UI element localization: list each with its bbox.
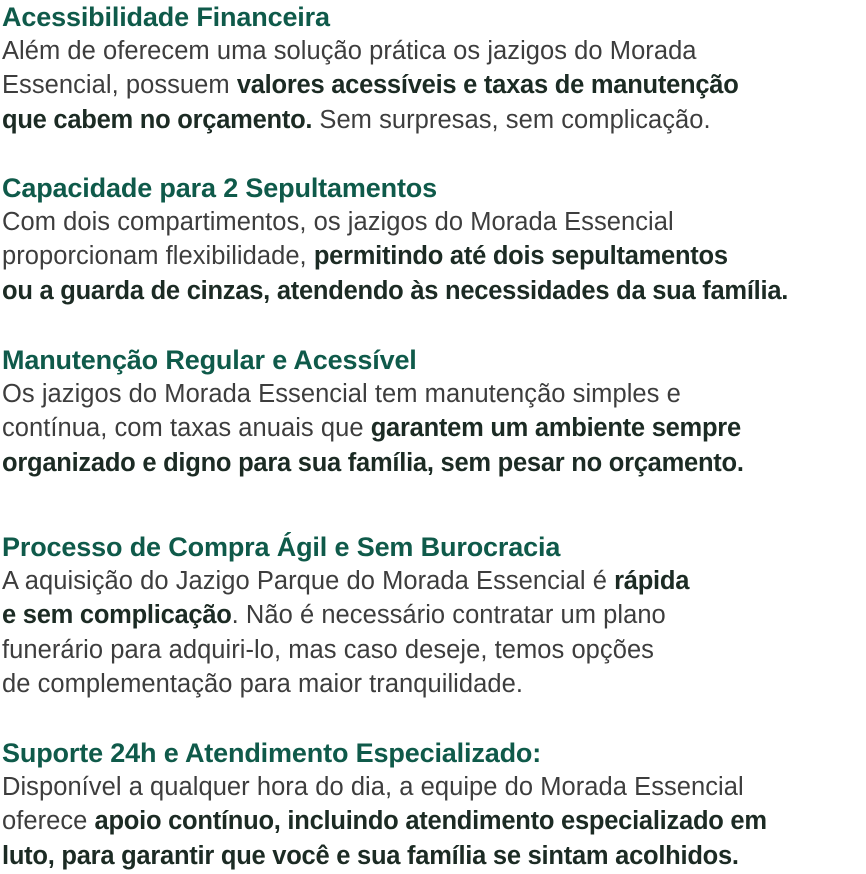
body-line [2,804,866,838]
body-text: proporcionam flexibilidade, [2,242,314,271]
body-text: Essencial, possuem [2,71,237,100]
body-line [2,839,866,873]
section-heading: Capacidade para 2 Sepultamentos [2,173,437,203]
body-text: . Não é necessário contratar um plano [231,601,666,630]
emphasis-text: que cabem no orçamento. [2,105,313,134]
emphasis-text: garantem um ambiente sempre [370,414,741,443]
body-line [2,770,866,804]
feature-section-financial-accessibility [2,0,866,137]
emphasis-text: ou a guarda de cinzas, atendendo às necessidades da sua família. [2,276,789,305]
section-heading: Manutenção Regular e Acessível [2,345,417,375]
section-body [2,564,866,701]
body-line [2,274,866,308]
emphasis-text: luto, para garantir que você e sua família se sintam acolhidos. [2,841,739,870]
body-text: Sem surpresas, sem complicação. [312,105,711,134]
body-line [2,598,866,632]
body-line [2,239,866,273]
body-text: Com dois compartimentos, os jazigos do Morada Essencial [2,208,674,236]
emphasis-text: organizado e digno para sua família, sem pesar no orçamento. [2,448,744,477]
body-text: de complementação para maior tranquilidade. [2,669,523,698]
emphasis-text: permitindo até dois sepultamentos [313,242,728,271]
body-text: Os jazigos do Morada Essencial tem manutenção simples e [2,380,681,408]
emphasis-text: e sem complicação [2,601,232,630]
body-line [2,446,866,480]
section-body [2,34,866,137]
body-line [2,411,866,445]
section-heading: Suporte 24h e Atendimento Especializado: [2,738,542,768]
body-line [2,564,866,598]
section-heading: Acessibilidade Financeira [2,2,330,32]
feature-section-support [2,736,866,873]
body-line [2,377,866,411]
body-line [2,68,866,102]
body-line [2,667,866,701]
body-line [2,103,866,137]
section-heading: Processo de Compra Ágil e Sem Burocracia [2,532,561,562]
body-text: Disponível a qualquer hora do dia, a equipe do Morada Essencial [2,773,744,801]
emphasis-text: rápida [614,567,690,595]
body-text: Além de oferecem uma solução prática os jazigos do Morada [2,37,697,65]
emphasis-text: valores acessíveis e taxas de manutenção [236,71,739,100]
section-body [2,377,866,480]
section-body [2,205,866,308]
section-body [2,770,866,873]
body-text: oferece [2,807,95,836]
body-line [2,34,866,68]
feature-section-maintenance [2,343,866,480]
emphasis-text: apoio contínuo, incluindo atendimento especializado em [94,807,767,836]
feature-section-capacity [2,171,866,308]
feature-section-purchase-process [2,530,866,701]
body-text: A aquisição do Jazigo Parque do Morada Essencial é [2,567,615,595]
body-line [2,633,866,667]
body-text: funerário para adquiri-lo, mas caso deseje, temos opções [2,635,654,664]
body-text: contínua, com taxas anuais que [2,414,371,443]
body-line [2,205,866,239]
